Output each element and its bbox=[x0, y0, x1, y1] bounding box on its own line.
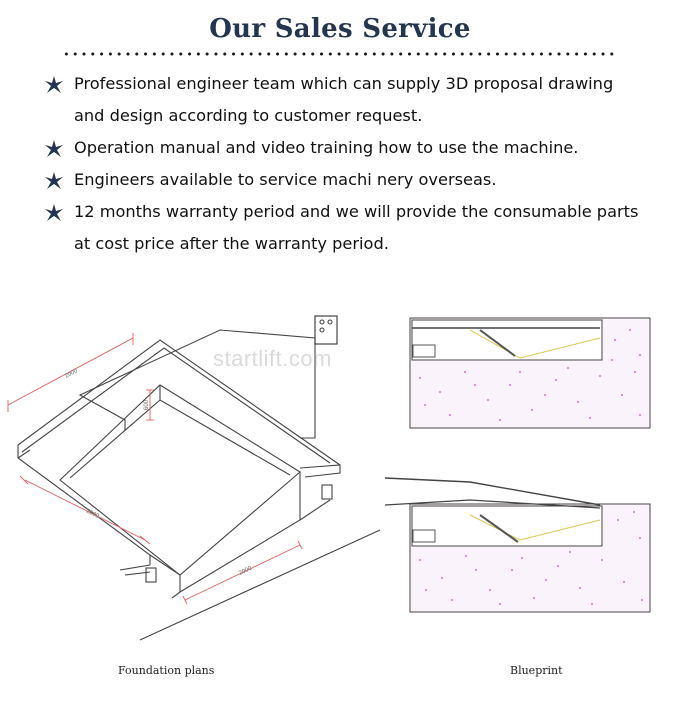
service-item bbox=[44, 196, 644, 260]
service-item-text: 12 months warranty period and we will provide the consumable parts at cost price after the warranty period. bbox=[74, 202, 639, 253]
dimension-label: 2000 bbox=[85, 508, 100, 520]
technical-drawings bbox=[0, 290, 680, 714]
watermark-text: startlift.com bbox=[213, 346, 332, 371]
star-icon bbox=[44, 171, 64, 191]
service-item-text: Professional engineer team which can supply 3D proposal drawing and design according to customer request. bbox=[74, 74, 614, 125]
service-item bbox=[44, 68, 644, 132]
dotted-divider bbox=[62, 52, 618, 56]
service-item bbox=[44, 164, 644, 196]
dimension-label: 2000 bbox=[64, 368, 79, 380]
star-icon bbox=[44, 75, 64, 95]
service-list bbox=[44, 68, 644, 260]
star-icon bbox=[44, 139, 64, 159]
foundation-plans-caption: Foundation plans bbox=[118, 664, 215, 677]
blueprint-raised bbox=[385, 478, 650, 612]
page-title: Our Sales Service bbox=[209, 14, 471, 44]
service-item-text: Operation manual and video training how to use the machine. bbox=[74, 138, 579, 157]
dimension-label: 600 bbox=[144, 399, 150, 410]
service-item-text: Engineers available to service machi nery overseas. bbox=[74, 170, 497, 189]
dimension-label: 2000 bbox=[238, 565, 253, 577]
dimension-lines bbox=[8, 333, 302, 604]
blueprint-lowered bbox=[410, 318, 650, 428]
blueprint-caption: Blueprint bbox=[510, 664, 563, 677]
service-item bbox=[44, 132, 644, 164]
star-icon bbox=[44, 203, 64, 223]
